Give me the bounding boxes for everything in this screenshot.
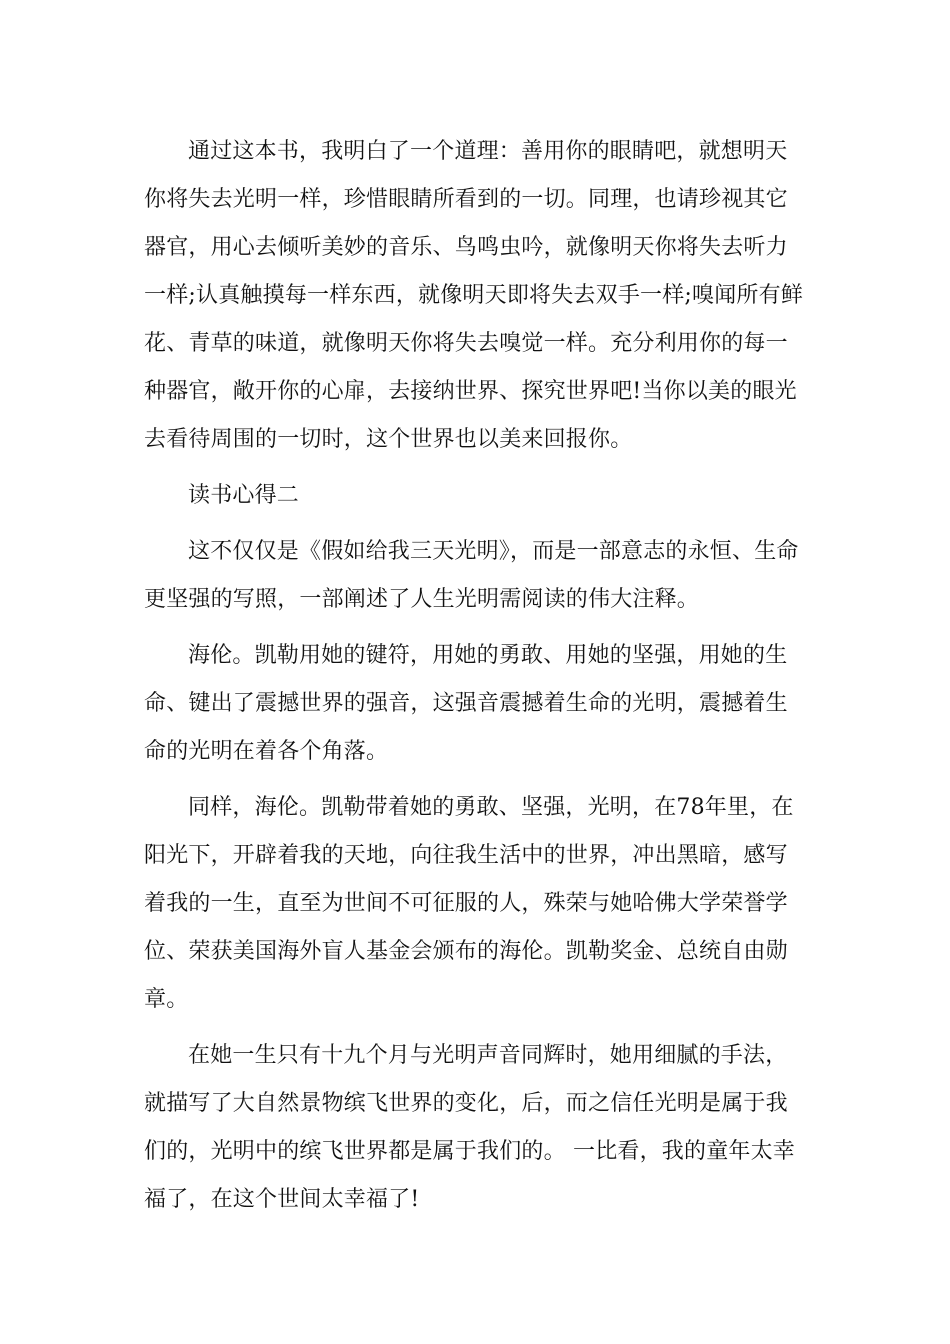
paragraph-3: 海伦。凯勒用她的键符，用她的勇敢、用她的坚强，用她的生命、键出了震撼世界的强音，这强音震撼着生命的光明，震撼着生命的光明在着各个角落。	[144, 643, 788, 764]
paragraph-5: 在她一生只有十九个月与光明声音同辉时，她用细腻的手法，就描写了大自然景物缤飞世界的变化，后，而之信任光明是属于我们的，光明中的缤飞世界都是属于我们的。 一比看，我的童年太幸福了，在这个世间太幸福了!	[144, 1043, 795, 1212]
document-body	[144, 128, 806, 1232]
paragraph-4: 同样，海伦。凯勒带着她的勇敢、坚强，光明，在78年里，在阳光下，开辟着我的天地，向往我生活中的世界，冲出黑暗，感写着我的一生，直至为世间不可征服的人，殊荣与她哈佛大学荣誉学位、荣获美国海外盲人基金会颁布的海伦。凯勒奖金、总统自由勋章。	[144, 795, 794, 1012]
section-heading: 读书心得二	[188, 483, 300, 508]
paragraph-1: 通过这本书，我明白了一个道理：善用你的眼睛吧，就想明天你将失去光明一样，珍惜眼睛所看到的一切。同理，也请珍视其它器官，用心去倾听美妙的音乐、鸟鸣虫吟，就像明天你将失去听力一样;认真触摸每一样东西，就像明天即将失去双手一样;嗅闻所有鲜花、青草的味道，就像明天你将失去嗅觉一样。充分利用你的每一种器官，敞开你的心扉，去接纳世界、探究世界吧!当你以美的眼光去看待周围的一切时，这个世界也以美来回报你。	[144, 139, 804, 452]
paragraph-2: 这不仅仅是《假如给我三天光明》，而是一部意志的永恒、生命更坚强的写照，一部阐述了人生光明需阅读的伟大注释。	[144, 539, 799, 612]
